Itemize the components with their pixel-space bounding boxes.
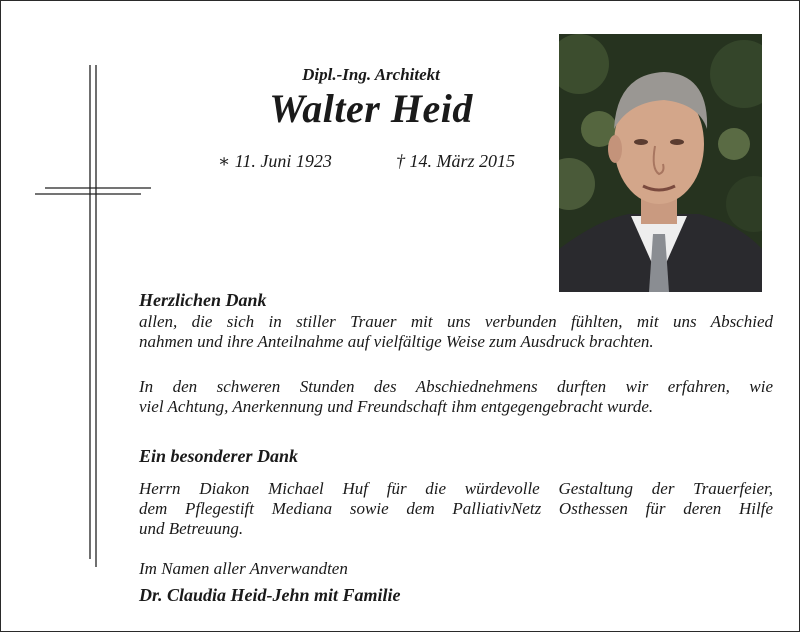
special-line: und Betreuung. [139, 519, 244, 538]
thanks-line: In den schweren Stunden des Abschiednehmens durften wir erfahren, wie [139, 377, 773, 396]
thanks-heading: Herzlichen Dank [139, 290, 267, 310]
special-thanks-heading: Ein besonderer Dank [139, 446, 299, 466]
special-thanks-paragraph [139, 479, 773, 539]
deceased-title: Dipl.-Ing. Architekt [302, 65, 440, 84]
thanks-line: viel Achtung, Anerkennung und Freundschaft ihm entgegengebracht wurde. [139, 397, 654, 416]
special-line: dem Pflegestift Mediana sowie dem PalliativNetz Osthessen für deren Hilfe [139, 499, 773, 518]
death-date: † 14. März 2015 [396, 151, 516, 171]
thanks-paragraph-1 [139, 312, 773, 352]
signature: Dr. Claudia Heid-Jehn mit Familie [139, 585, 401, 605]
deceased-name: Walter Heid [269, 86, 473, 131]
thanks-line: allen, die sich in stiller Trauer mit uns verbunden fühlten, mit uns Abschied [139, 312, 773, 331]
portrait-photo [559, 34, 762, 292]
birth-date: ∗ 11. Juni 1923 [218, 151, 332, 171]
special-line: Herrn Diakon Michael Huf für die würdevolle Gestaltung der Trauerfeier, [139, 479, 773, 498]
thanks-line: nahmen und ihre Anteilnahme auf vielfältige Weise zum Ausdruck brachten. [139, 332, 654, 351]
closing-line: Im Namen aller Anverwandten [139, 559, 348, 578]
thanks-paragraph-2 [139, 377, 773, 417]
